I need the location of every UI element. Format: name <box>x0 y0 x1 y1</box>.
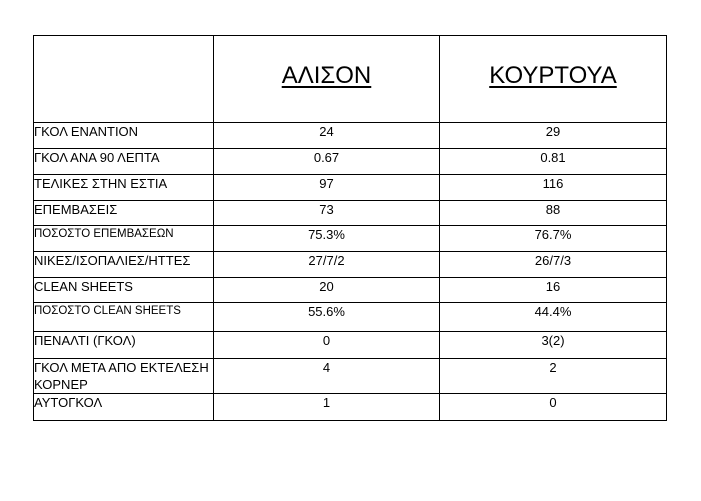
player-1-value: 0.67 <box>214 149 440 175</box>
row-label: ΓΚΟΛ ΜΕΤΑ ΑΠΟ ΕΚΤΕΛΕΣΗ ΚΟΡΝΕΡ <box>34 359 214 394</box>
player-2-header: ΚΟΥΡΤΟΥΑ <box>440 36 667 123</box>
row-label: ΑΥΤΟΓΚΟΛ <box>34 394 214 421</box>
player-2-value: 76.7% <box>440 226 667 252</box>
table-row <box>34 359 667 394</box>
row-label: ΝΙΚΕΣ/ΙΣΟΠΑΛΙΕΣ/ΗΤΤΕΣ <box>34 252 214 278</box>
player-1-value: 55.6% <box>214 303 440 332</box>
player-1-value: 73 <box>214 201 440 226</box>
empty-corner-cell <box>34 36 214 123</box>
table-row <box>34 332 667 359</box>
player-1-value: 27/7/2 <box>214 252 440 278</box>
player-1-value: 0 <box>214 332 440 359</box>
table-row <box>34 252 667 278</box>
table-row <box>34 226 667 252</box>
player-1-value: 1 <box>214 394 440 421</box>
player-2-value: 88 <box>440 201 667 226</box>
row-label: ΓΚΟΛ ΑΝΑ 90 ΛΕΠΤΑ <box>34 149 214 175</box>
player-2-value: 0 <box>440 394 667 421</box>
row-label: ΠΕΝΑΛΤΙ (ΓΚΟΛ) <box>34 332 214 359</box>
player-2-value: 16 <box>440 278 667 303</box>
table-row <box>34 394 667 421</box>
table-row <box>34 123 667 149</box>
table-row <box>34 175 667 201</box>
table-row <box>34 303 667 332</box>
player-2-value: 0.81 <box>440 149 667 175</box>
table-row <box>34 149 667 175</box>
player-1-value: 4 <box>214 359 440 394</box>
row-label: ΤΕΛΙΚΕΣ ΣΤΗΝ ΕΣΤΙΑ <box>34 175 214 201</box>
table-row <box>34 278 667 303</box>
player-2-value: 26/7/3 <box>440 252 667 278</box>
comparison-table <box>33 35 667 421</box>
row-label: ΠΟΣΟΣΤΟ CLEAN SHEETS <box>34 303 214 332</box>
player-1-value: 24 <box>214 123 440 149</box>
player-1-value: 20 <box>214 278 440 303</box>
row-label: ΠΟΣΟΣΤΟ ΕΠΕΜΒΑΣΕΩΝ <box>34 226 214 252</box>
player-2-value: 3(2) <box>440 332 667 359</box>
header-row <box>34 36 667 123</box>
player-2-value: 2 <box>440 359 667 394</box>
row-label: CLEAN SHEETS <box>34 278 214 303</box>
player-1-value: 97 <box>214 175 440 201</box>
row-label: ΕΠΕΜΒΑΣΕΙΣ <box>34 201 214 226</box>
player-2-value: 44.4% <box>440 303 667 332</box>
table-row <box>34 201 667 226</box>
player-2-value: 116 <box>440 175 667 201</box>
row-label: ΓΚΟΛ ΕΝΑΝΤΙΟΝ <box>34 123 214 149</box>
player-2-value: 29 <box>440 123 667 149</box>
player-1-value: 75.3% <box>214 226 440 252</box>
player-1-header: ΑΛΙΣΟΝ <box>214 36 440 123</box>
